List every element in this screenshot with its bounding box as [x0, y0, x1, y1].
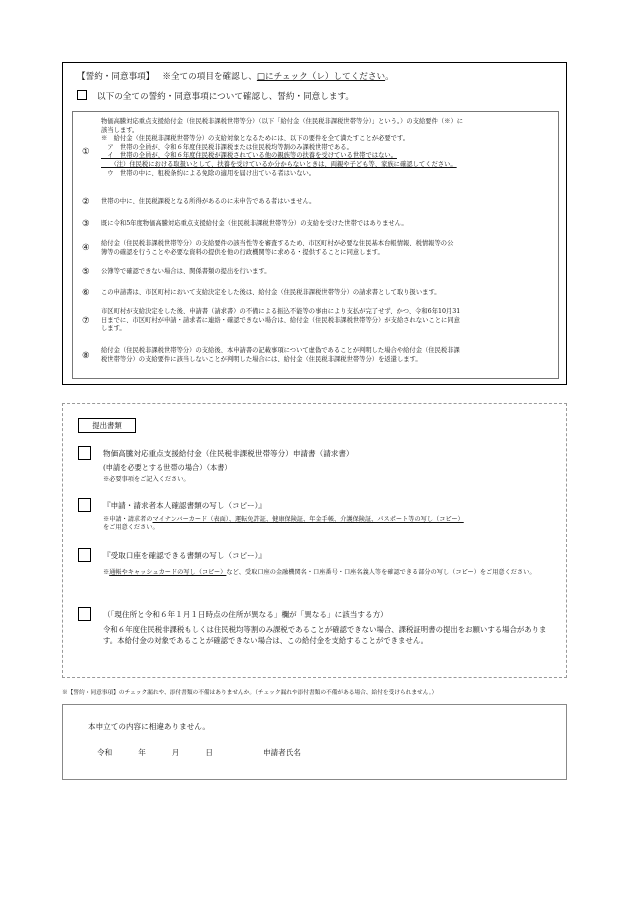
declaration-date-row: [97, 747, 301, 758]
document-checkbox[interactable]: [78, 446, 91, 460]
pledge-header-note: ※全ての項目を確認し、□にチェック（レ）してください。: [162, 72, 394, 82]
era-label: 令和: [97, 748, 113, 757]
document-checkbox[interactable]: [78, 607, 91, 621]
month-field[interactable]: 月: [171, 748, 180, 757]
pledge-items-box: ① 物価高騰対応重点支援給付金（住民税非課税世帯等分）（以下「給付金（住民税非課税世帯等分）」という。）の支給要件（※）に 該当します。 ※ 給付金（住民税非課税世帯等分）の支給対象となるためには、以下の要件を全て満たすことが必要です。 ア 世帯の全員が、令和６年度住民税非課税または住民税均等割のみ課税世帯である。 イ 世帯の全員が、令和６年度住民税が課税されている他の親族等の扶養を受けている世帯ではない。 （注）住民税における取扱いとして、扶養を受けているか分からないときは、両親や子ども等、家族に確認してください。 ウ 世帯の中に、租税条約による免除の適用を届け出ている者はいない。 ② 世帯の中に、住民税課税となる所得があるのに未申告である者はいません。 ③ 既に令和5年度物価高騰対応重点支援給付金（住民税非課税世帯等分）の支給を受けた世帯ではありません。 ④ 給付金（住民税非課税世帯等分）の支給要件の該当性等を審査するため、市区町村が必要な住民基本台帳情報、税情報等の公 簿等の確認を行うことや必要な資料の提供を他の行政機関等に求める・提供することに同意します。 ⑤ 公簿等で確認できない場合は、関係書類の提出を行います。 ⑥ この申請書は、市区町村において支給決定をした後は、給付金（住民税非課税世帯等分）の請求書として取り扱います。 ⑦ 市区町村が支給決定をした後、申請書（請求書）の不備による振込不能等の事由により支払が完了せず、かつ、令和6年10月31 日までに、市区町村が申請・請求者に連絡・確認できない場合は、給付金（住民税非課税世帯等分）が支給されないことに同意 します。 ⑧ 給付金（住民税非課税世帯等分）の支給後、本申請書の記載事項について虚偽であることが判明した場合や給付金（住民税非課 税世帯等分）の支給要件に該当しないことが判明した場合には、給付金（住民税非課税世帯等分）を返還します。: [72, 111, 559, 379]
document-checkbox[interactable]: [78, 548, 91, 562]
check-reminder-note: ※【誓約・同意事項】のチェック漏れや、添付書類の不備はありませんか。（チェック漏れや添付書類の不備がある場合、給付を受けられません。）: [62, 690, 438, 696]
documents-title: 提出書類: [78, 418, 136, 433]
documents-section: 提出書類 物価高騰対応重点支援給付金（住民税非課税世帯等分）申請書（請求書） (申請を必要とする世帯の場合）（本書） ※必要事項をご記入ください。 『申請・請求者本人確認書類の写し（コピー）』 ※申請・請求者のマイナンバーカード（表面）、運転免許証、健康保険証、年金手帳、介護保険証、パスポート等の写し（コピー） をご用意ください。 『受取口座を確認できる書類の写し（コピー）』 ※通帳やキャッシュカードの写し（コピー）など、受取口座の金融機関名・口座番号・口座名義人等を確認できる部分の写し（コピー）をご用意ください。 （「現住所と令和６年１月１日時点の住所が異なる」欄が「異なる」に該当する方） 令和６年度住民税非課税もしくは住民税均等割のみ課税であることが確認できない場合、課税証明書の提出をお願いする場合があります。本給付金の対象であることが確認できない場合は、この給付金を支給することができません。: [62, 403, 567, 678]
agree-all-checkbox[interactable]: [77, 90, 87, 100]
document-checkbox[interactable]: [78, 498, 91, 512]
pledge-section: [62, 62, 567, 385]
pledge-header-note-underline: □にチェック（レ）してください: [256, 72, 386, 82]
declaration-statement: 本申立ての内容に相違ありません。: [88, 722, 210, 731]
day-field[interactable]: 日: [205, 748, 213, 757]
agree-all-row: [77, 90, 354, 102]
agree-all-label: 以下の全ての誓約・同意事項について確認し、誓約・同意します。: [97, 92, 354, 102]
pledge-item-text: 物価高騰対応重点支援給付金（住民税非課税世帯等分）（以下「給付金（住民税非課税世帯等分）」という。）の支給要件（※）に 該当します。 ※ 給付金（住民税非課税世帯等分）の支給対象となるためには、以下の要件を全て満たすことが必要です。 ア 世帯の全員が、令和６年度住民税非課税または住民税均等割のみ課税世帯である。 イ 世帯の全員が、令和６年度住民税が課税されている他の親族等の扶養を受けている世帯ではない。 （注）住民税における取扱いとして、扶養を受けているか分からないときは、両親や子ども等、家族に確認してください。 ウ 世帯の中に、租税条約による免除の適用を届け出ている者はいない。: [101, 118, 464, 177]
applicant-name-label: 申請者氏名: [262, 748, 301, 757]
declaration-section: [62, 704, 567, 780]
pledge-header: [77, 70, 394, 82]
pledge-item-number: ①: [82, 147, 90, 157]
year-field[interactable]: 年: [138, 748, 146, 757]
pledge-header-title: 【誓約・同意事項】: [77, 72, 155, 82]
